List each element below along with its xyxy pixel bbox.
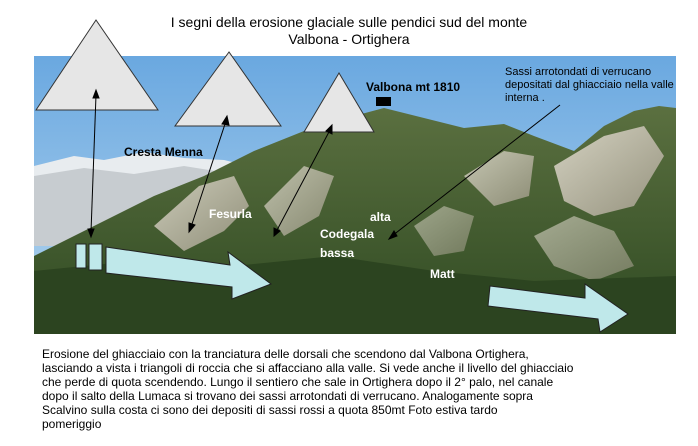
matt-label: Matt — [430, 267, 455, 281]
peak-label: Valbona mt 1810 — [366, 80, 461, 94]
caption-line: Scalvino sulla costa ci sono dei depositi di sassi rossi a quota 850mt Foto estiva tardo — [42, 403, 498, 417]
glacier-level-arrow-upper — [76, 244, 271, 299]
verrucano-note: Sassi arrotondati di verrucano depositati dal ghiacciaio nella valle interna . — [505, 66, 674, 104]
caption-text — [42, 347, 682, 431]
double-arrow-3 — [274, 125, 332, 236]
caption-line: che perde di quota scendendo. Lungo il sentiero che sale in Ortighera dopo il 2° palo, nel canale — [42, 375, 554, 389]
title-line-1: I segni della erosione glaciale sulle pendici sud del monte — [170, 14, 528, 30]
triangle-marker-2 — [175, 52, 281, 126]
caption-line: lasciando a vista i triangoli di roccia che si affacciano alla valle. Si vede anche il livello del ghiacciaio — [42, 361, 574, 375]
fesurla-label: Fesurla — [209, 207, 252, 221]
caption-line: dopo il salto della Lumaca si trovano dei sassi arrotondati di verrucano. Analogamente sopra — [42, 389, 533, 403]
triangle-marker-3 — [304, 73, 374, 132]
double-arrow-1 — [88, 90, 99, 237]
title-line-2: Valbona - Ortighera — [288, 31, 410, 47]
caption-line: pomeriggio — [42, 417, 102, 431]
glacier-level-arrow-lower — [488, 284, 628, 332]
peak-marker — [376, 97, 391, 106]
note-pointer — [389, 105, 560, 239]
bassa-label: bassa — [320, 246, 355, 260]
caption-line: Erosione del ghiacciaio con la tranciatura delle dorsali che scendono dal Valbona Ortighera, — [42, 347, 529, 361]
alta-label: alta — [370, 210, 391, 224]
cresta-menna-label: Cresta Menna — [124, 145, 203, 159]
codegala-label: Codegala — [320, 227, 375, 241]
